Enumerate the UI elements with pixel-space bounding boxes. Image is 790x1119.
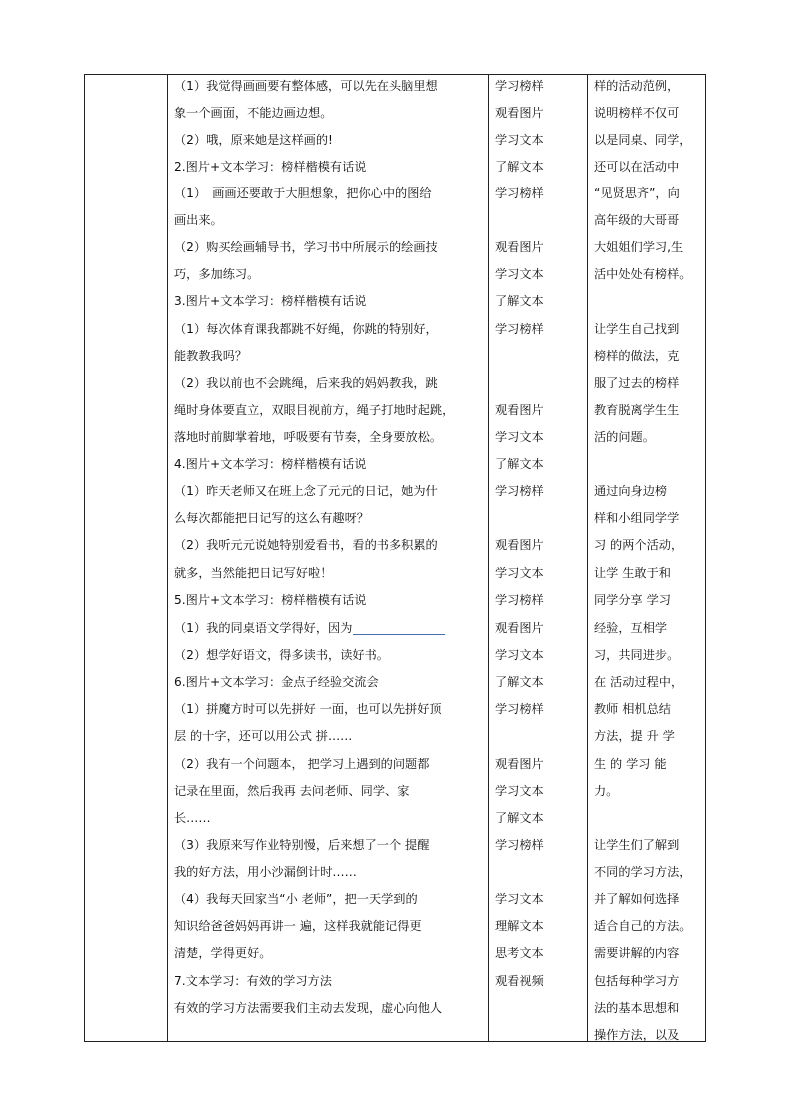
intent-line: “见贤思齐”，向: [594, 186, 680, 200]
activity-line: 观看图片: [495, 538, 544, 552]
activity-line: 学习榜样: [495, 702, 544, 716]
content-line: 记录在里面，然后我再 去问老师、同学、家: [174, 784, 410, 798]
content-line: 长……: [174, 811, 211, 825]
content-line: （2）购买绘画辅导书，学习书中所展示的绘画技: [174, 240, 438, 254]
activity-line: 学习榜样: [495, 79, 544, 93]
activity-line: 学习文本: [495, 566, 544, 580]
content-line: （1） 画画还要敢于大胆想象，把你心中的图给: [174, 186, 432, 200]
activity-line: 学习榜样: [495, 322, 544, 336]
intent-line: 在 活动过程中，: [594, 675, 684, 689]
intent-line: 法的基本思想和: [594, 1001, 680, 1015]
content-line: 就多，当然能把日记写好啦！: [174, 566, 333, 580]
content-line: 3.图片+文本学习：榜样楷模有话说: [174, 294, 367, 308]
fill-in-blank: [353, 634, 445, 635]
content-line: 有效的学习方法需要我们主动去发现，虚心向他人: [174, 1001, 443, 1015]
activity-line: 了解文本: [495, 811, 544, 825]
content-line: （1）我觉得画画要有整体感，可以先在头脑里想: [174, 79, 438, 93]
activity-line: 学习文本: [495, 267, 544, 281]
activity-line: 了解文本: [495, 294, 544, 308]
intent-line: 还可以在活动中: [594, 160, 680, 174]
activity-line: 理解文本: [495, 919, 544, 933]
column-divider: [167, 75, 168, 1041]
activity-line: 观看视频: [495, 974, 544, 988]
content-line: （1）我的同桌语文学得好，因为: [174, 620, 445, 636]
intent-line: 经验，互相学: [594, 621, 668, 635]
activity-line: 学习榜样: [495, 186, 544, 200]
activity-line: 学习文本: [495, 648, 544, 662]
intent-line: 教师 相机总结: [594, 702, 671, 716]
intent-line: 活的问题。: [594, 430, 655, 444]
intent-line: 方法，提 升 学: [594, 729, 675, 743]
intent-line: 不同的学习方法，: [594, 865, 692, 879]
content-line: 我的好方法，用小沙漏倒计时……: [174, 865, 357, 879]
content-line: 么每次都能把日记写的这么有趣呀？: [174, 511, 369, 525]
content-line: （2）我听元元说她特别爱看书，看的书多积累的: [174, 538, 438, 552]
content-line: （1）每次体育课我都跳不好绳，你跳的特别好，: [174, 322, 438, 336]
activity-line: 观看图片: [495, 403, 544, 417]
activity-line: 观看图片: [495, 106, 544, 120]
intent-line: 同学分享 学习: [594, 593, 671, 607]
content-line: 7.文本学习：有效的学习方法: [174, 974, 332, 988]
activity-line: 学习文本: [495, 133, 544, 147]
intent-line: 让学生自己找到: [594, 322, 680, 336]
intent-line: 大姐姐们学习,生: [594, 240, 684, 254]
intent-line: 让学 生敢于和: [594, 566, 671, 580]
activity-line: 了解文本: [495, 457, 544, 471]
intent-line: 样的活动范例，: [594, 79, 680, 93]
intent-line: 教育脱离学生生: [594, 403, 680, 417]
content-line: （2）我有一个问题本， 把学习上遇到的问题都: [174, 757, 430, 771]
activity-line: 观看图片: [495, 757, 544, 771]
content-line: 清楚，学得更好。: [174, 946, 272, 960]
intent-line: 样和小组同学学: [594, 511, 680, 525]
activity-line: 了解文本: [495, 160, 544, 174]
intent-line: 榜样的做法，克: [594, 349, 680, 363]
content-line: （1）拼魔方时可以先拼好 一面，也可以先拼好顶: [174, 702, 442, 716]
activity-line: 学习榜样: [495, 838, 544, 852]
content-line: （4）我每天回家当“小 老师”，把一天学到的: [174, 892, 418, 906]
intent-line: 通过向身边榜: [594, 484, 668, 498]
content-line: 5.图片+文本学习：榜样楷模有话说: [174, 593, 367, 607]
activity-line: 了解文本: [495, 675, 544, 689]
activity-line: 观看图片: [495, 240, 544, 254]
intent-line: 让学生们了解到: [594, 838, 680, 852]
intent-line: 说明榜样不仅可: [594, 106, 680, 120]
content-line: 象一个画面，不能边画边想。: [174, 106, 333, 120]
activity-line: 观看图片: [495, 621, 544, 635]
lesson-plan-table: [84, 74, 706, 1042]
content-line: 落地时前脚掌着地，呼吸要有节奏，全身要放松。: [174, 430, 443, 444]
content-line: （1）昨天老师又在班上念了元元的日记，她为什: [174, 484, 438, 498]
intent-line: 高年级的大哥哥: [594, 213, 680, 227]
content-line: （3）我原来写作业特别慢，后来想了一个 提醒: [174, 838, 430, 852]
activity-line: 学习文本: [495, 784, 544, 798]
intent-line: 习 的两个活动，: [594, 538, 684, 552]
intent-line: 生 的 学习 能: [594, 757, 667, 771]
content-line: 2.图片+文本学习：榜样楷模有话说: [174, 160, 367, 174]
activity-line: 学习榜样: [495, 484, 544, 498]
column-divider: [488, 75, 489, 1041]
content-line: 层 的十字，还可以用公式 拼……: [174, 729, 353, 743]
activity-line: 思考文本: [495, 946, 544, 960]
content-line: 6.图片+文本学习：金点子经验交流会: [174, 675, 379, 689]
column-divider: [587, 75, 588, 1041]
content-line: 能教教我吗？: [174, 349, 248, 363]
intent-line: 适合自己的方法。: [594, 919, 692, 933]
content-line: 绳时身体要直立，双眼目视前方，绳子打地时起跳，: [174, 403, 455, 417]
intent-line: 包括每种学习方: [594, 974, 680, 988]
intent-line: 活中处处有榜样。: [594, 267, 692, 281]
content-line: 巧，多加练习。: [174, 267, 260, 281]
activity-line: 学习文本: [495, 430, 544, 444]
intent-line: 服了过去的榜样: [594, 376, 680, 390]
intent-line: 习，共同进步。: [594, 648, 680, 662]
content-line: （2）我以前也不会跳绳，后来我的妈妈教我，跳: [174, 376, 438, 390]
intent-line: 需要讲解的内容: [594, 946, 680, 960]
intent-line: 操作方法，以及: [594, 1028, 680, 1042]
content-line: 知识给爸爸妈妈再讲一 遍，这样我就能记得更: [174, 919, 422, 933]
content-line: （2）哦，原来她是这样画的!: [174, 133, 333, 147]
intent-line: 力。: [594, 784, 619, 798]
content-line: 4.图片+文本学习：榜样楷模有话说: [174, 457, 367, 471]
activity-line: 学习文本: [495, 892, 544, 906]
intent-line: 以是同桌、同学，: [594, 133, 692, 147]
content-line: （2）想学好语文，得多读书，读好书。: [174, 648, 389, 662]
activity-line: 学习榜样: [495, 593, 544, 607]
intent-line: 并了解如何选择: [594, 892, 680, 906]
content-line: 画出来。: [174, 213, 223, 227]
